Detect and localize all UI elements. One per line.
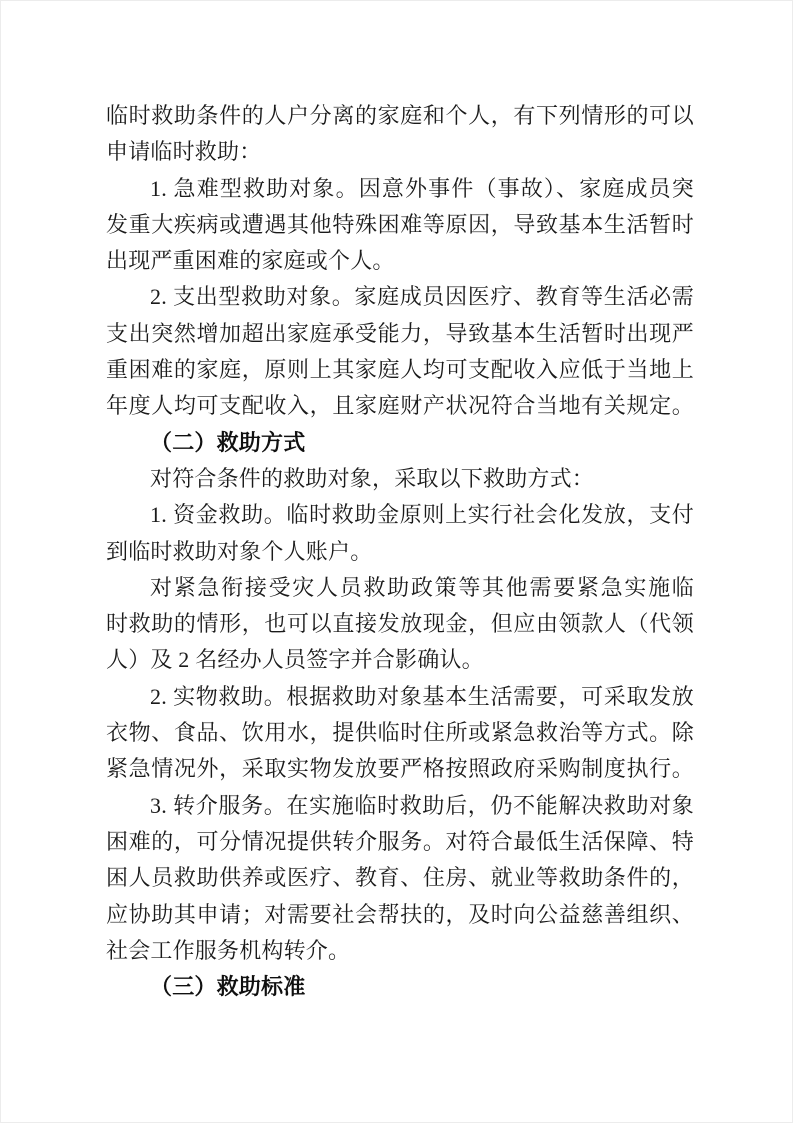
document-line: 年度人均可支配收入，且家庭财产状况符合当地有关规定。: [106, 393, 694, 419]
document-line: 支出突然增加超出家庭承受能力，导致基本生活暂时出现严: [106, 320, 694, 346]
section-heading: （三）救助标准: [150, 974, 306, 1000]
document-line: 到临时救助对象个人账户。: [106, 538, 373, 564]
document-line: 困难的，可分情况提供转介服务。对符合最低生活保障、特: [106, 828, 694, 854]
document-line: 1. 资金救助。临时救助金原则上实行社会化发放，支付: [150, 502, 694, 528]
document-line: 紧急情况外，采取实物发放要严格按照政府采购制度执行。: [106, 756, 694, 782]
document-line: 应协助其申请；对需要社会帮扶的，及时向公益慈善组织、: [106, 901, 694, 927]
document-line: 出现严重困难的家庭或个人。: [106, 248, 395, 274]
document-line: 3. 转介服务。在实施临时救助后，仍不能解决救助对象: [150, 792, 694, 818]
document-line: 2. 实物救助。根据救助对象基本生活需要，可采取发放: [150, 683, 694, 709]
document-line: 重困难的家庭，原则上其家庭人均可支配收入应低于当地上: [106, 357, 694, 383]
document-line: 人）及 2 名经办人员签字并合影确认。: [106, 647, 484, 673]
document-line: 对紧急衔接受灾人员救助政策等其他需要紧急实施临: [150, 574, 694, 600]
document-line: 2. 支出型救助对象。家庭成员因医疗、教育等生活必需: [150, 284, 694, 310]
document-line: 临时救助条件的人户分离的家庭和个人，有下列情形的可以: [106, 103, 694, 128]
section-heading: （二）救助方式: [150, 429, 306, 455]
document-line: 时救助的情形，也可以直接发放现金，但应由领款人（代领: [106, 611, 694, 637]
document-line: 社会工作服务机构转介。: [106, 937, 351, 963]
document-line: 困人员救助供养或医疗、教育、住房、就业等救助条件的，: [106, 865, 694, 891]
document-line: 衣物、食品、饮用水，提供临时住所或紧急救治等方式。除: [106, 720, 694, 746]
document-line: 对符合条件的救助对象，采取以下救助方式：: [150, 465, 595, 491]
document-line: 1. 急难型救助对象。因意外事件（事故）、家庭成员突: [150, 175, 694, 201]
text-block: [106, 98, 694, 1005]
document-line: 申请临时救助：: [106, 139, 262, 165]
document-line: 发重大疾病或遭遇其他特殊困难等原因，导致基本生活暂时: [106, 211, 694, 237]
